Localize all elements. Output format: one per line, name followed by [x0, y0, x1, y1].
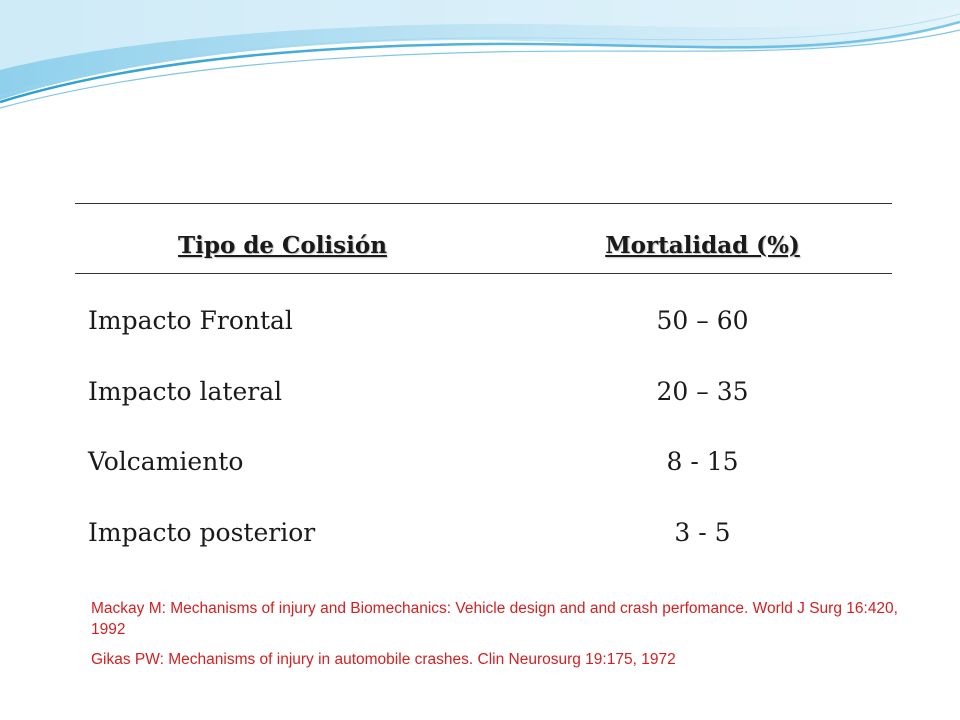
table-header-rule [75, 273, 892, 274]
table-cell-tipo: Impacto Frontal [88, 306, 293, 335]
table-cell-mortalidad: 20 – 35 [656, 377, 749, 406]
table-cell-mortalidad: 8 - 15 [666, 447, 739, 476]
table-row [0, 447, 960, 487]
table-header-mortalidad: Mortalidad (%) [605, 232, 800, 259]
slide-title: MORTALIDAD POR TIPO DE COLISIÓN [195, 162, 765, 195]
table-row [0, 377, 960, 417]
table-header-tipo: Tipo de Colisión [178, 232, 387, 259]
table-top-rule [75, 203, 892, 204]
reference-item: Mackay M: Mechanisms of injury and Biomechanics: Vehicle design and and crash perfomance. World J Surg 16:420, 1992 [91, 600, 898, 638]
table-cell-tipo: Impacto lateral [88, 377, 283, 406]
table-cell-tipo: Impacto posterior [88, 518, 316, 547]
table-cell-mortalidad: 3 - 5 [674, 518, 731, 547]
table-cell-mortalidad: 50 – 60 [656, 306, 749, 335]
table-row [0, 518, 960, 558]
references [91, 598, 911, 679]
table-row [0, 306, 960, 346]
reference-item: Gikas PW: Mechanisms of injury in automobile crashes. Clin Neurosurg 19:175, 1972 [91, 651, 676, 668]
table-cell-tipo: Volcamiento [88, 447, 244, 476]
header-wave-decoration [0, 0, 960, 130]
